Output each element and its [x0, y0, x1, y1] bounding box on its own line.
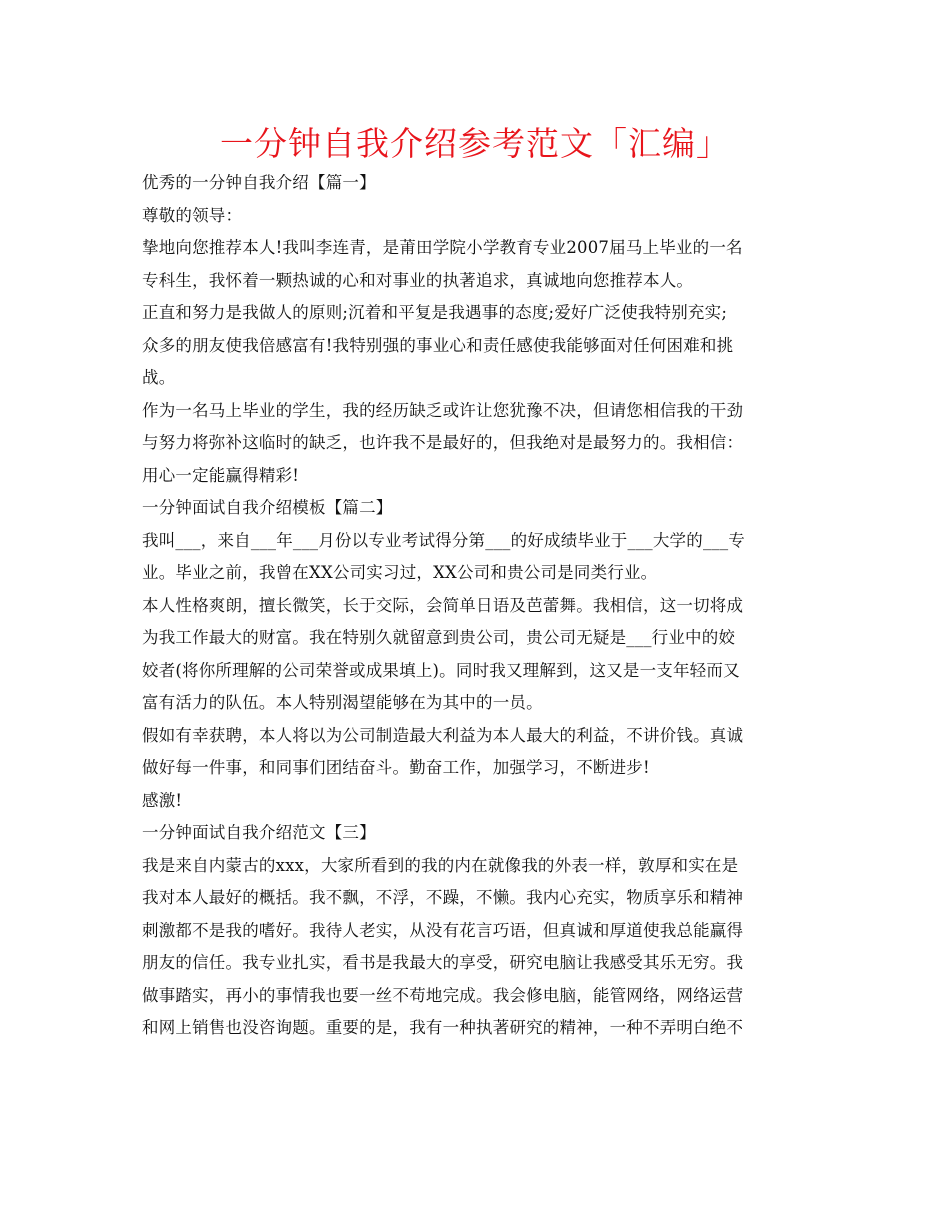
- text-line: 感激!: [142, 790, 183, 810]
- text-line: 我是来自内蒙古的xxx，大家所看到的我的内在就像我的外表一样，敦厚和实在是: [142, 855, 739, 875]
- section-heading-1: 优秀的一分钟自我介绍【篇一】: [142, 173, 376, 192]
- text-line: 刺激都不是我的嗜好。我待人老实，从没有花言巧语，但真诚和厚道使我总能赢得: [142, 920, 744, 940]
- section-heading-3: 一分钟面试自我介绍范文【三】: [142, 823, 376, 842]
- text-line: 和网上销售也没咨询题。重要的是，我有一种执著研究的精神，一种不弄明白绝不: [142, 1018, 744, 1037]
- text-line: 做好每一件事，和同事们团结奋斗。勤奋工作，加强学习，不断进步!: [142, 758, 650, 777]
- text-line: 业。毕业之前，我曾在XX公司实习过，XX公司和贵公司是同类行业。: [142, 563, 658, 582]
- document-title: 一分钟自我介绍参考范文「汇编」: [220, 124, 730, 163]
- text-line: 作为一名马上毕业的学生，我的经历缺乏或许让您犹豫不决，但请您相信我的干劲: [142, 400, 744, 420]
- text-line: 姣者(将你所理解的公司荣誉或成果填上)。同时我又理解到，这又是一支年轻而又: [142, 660, 740, 680]
- text-line: 战。: [142, 368, 176, 387]
- text-line: 朋友的信任。我专业扎实，看书是我最大的享受，研究电脑让我感受其乐无穷。我: [142, 953, 744, 972]
- text-line: 我对本人最好的概括。我不飘，不浮，不躁，不懒。我内心充实，物质享乐和精神: [142, 888, 744, 907]
- section-heading-2: 一分钟面试自我介绍模板【篇二】: [142, 498, 393, 517]
- text-line: 用心一定能赢得精彩!: [142, 465, 300, 485]
- text-line: 挚地向您推荐本人!我叫李连青，是莆田学院小学教育专业2007届马上毕业的一名: [142, 238, 743, 257]
- text-line: 我叫___，来自___年___月份以专业考试得分第___的好成绩毕业于___大学的___专: [142, 530, 745, 550]
- text-line: 做事踏实，再小的事情我也要一丝不苟地完成。我会修电脑，能管网络，网络运营: [142, 985, 744, 1005]
- text-line: 富有活力的队伍。本人特别渴望能够在为其中的一员。: [142, 693, 543, 712]
- text-line: 与努力将弥补这临时的缺乏，也许我不是最好的，但我绝对是最努力的。我相信：: [142, 433, 744, 452]
- text-line: 众多的朋友使我倍感富有!我特别强的事业心和责任感使我能够面对任何困难和挑: [142, 335, 734, 355]
- text-line: 假如有幸获聘，本人将以为公司制造最大利益为本人最大的利益，不讲价钱。真诚: [142, 725, 744, 745]
- text-line: 为我工作最大的财富。我在特别久就留意到贵公司，贵公司无疑是___行业中的姣: [142, 628, 736, 647]
- salutation: 尊敬的领导：: [142, 205, 243, 225]
- text-line: 本人性格爽朗，擅长微笑，长于交际，会简单日语及芭蕾舞。我相信，这一切将成: [142, 595, 744, 615]
- text-line: 专科生，我怀着一颗热诚的心和对事业的执著追求，真诚地向您推荐本人。: [142, 270, 694, 290]
- document-body: [142, 167, 812, 1045]
- text-line: 正直和努力是我做人的原则;沉着和平复是我遇事的态度;爱好广泛使我特别充实;: [142, 303, 728, 322]
